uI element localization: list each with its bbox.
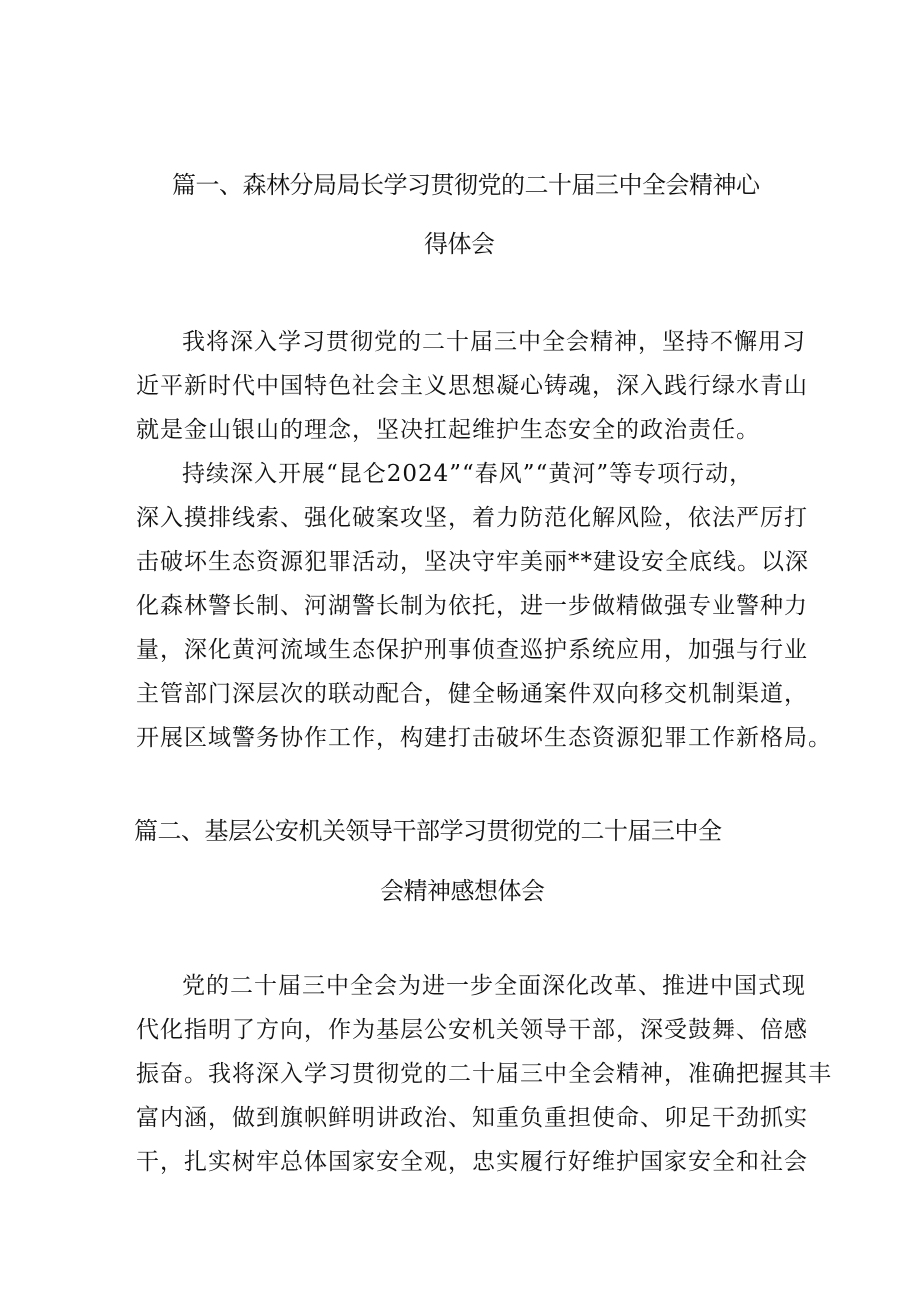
article-2-title-line-2: 会精神感想体会 xyxy=(380,877,545,905)
article-2-title-line-1: 篇二、基层公安机关领导干部学习贯彻党的二十届三中全 xyxy=(134,817,722,845)
article-1-paragraph-1 xyxy=(136,320,808,452)
paragraph-line: 干，扎实树牢总体国家安全观，忠实履行好维护国家安全和社会 xyxy=(136,1149,808,1175)
article-1-title-line-1: 篇一、森林分局局长学习贯彻党的二十届三中全会精神心 xyxy=(172,171,760,199)
paragraph-line: 我将深入学习贯彻党的二十届三中全会精神，坚持不懈用习 xyxy=(182,329,806,355)
paragraph-line: 近平新时代中国特色社会主义思想凝心铸魂，深入践行绿水青山 xyxy=(136,373,808,399)
paragraph-line: 深入摸排线索、强化破案攻坚，着力防范化解风险，依法严厉打 xyxy=(136,505,808,531)
article-2-paragraph-1 xyxy=(136,964,832,1184)
article-1-title-line-2: 得体会 xyxy=(424,230,495,258)
paragraph-line: 击破坏生态资源犯罪活动，坚决守牢美丽**建设安全底线。以深 xyxy=(136,549,809,575)
paragraph-line: 富内涵，做到旗帜鲜明讲政治、知重负重担使命、卯足干劲抓实 xyxy=(136,1105,808,1131)
paragraph-line: 振奋。我将深入学习贯彻党的二十届三中全会精神，准确把握其丰 xyxy=(136,1061,832,1087)
paragraph-line: 量，深化黄河流域生态保护刑事侦查巡护系统应用，加强与行业 xyxy=(136,637,808,663)
paragraph-line: 持续深入开展“昆仑2024”“春风”“黄河”等专项行动， xyxy=(182,461,754,487)
article-1-paragraph-2 xyxy=(136,452,832,760)
paragraph-line: 化森林警长制、河湖警长制为依托，进一步做精做强专业警种力 xyxy=(136,593,808,619)
paragraph-line: 开展区域警务协作工作，构建打击破坏生态资源犯罪工作新格局。 xyxy=(136,725,832,751)
paragraph-line: 党的二十届三中全会为进一步全面深化改革、推进中国式现 xyxy=(182,973,806,999)
paragraph-line: 就是金山银山的理念，坚决扛起维护生态安全的政治责任。 xyxy=(136,417,760,443)
paragraph-line: 代化指明了方向，作为基层公安机关领导干部，深受鼓舞、倍感 xyxy=(136,1017,808,1043)
paragraph-line: 主管部门深层次的联动配合，健全畅通案件双向移交机制渠道， xyxy=(136,681,808,707)
